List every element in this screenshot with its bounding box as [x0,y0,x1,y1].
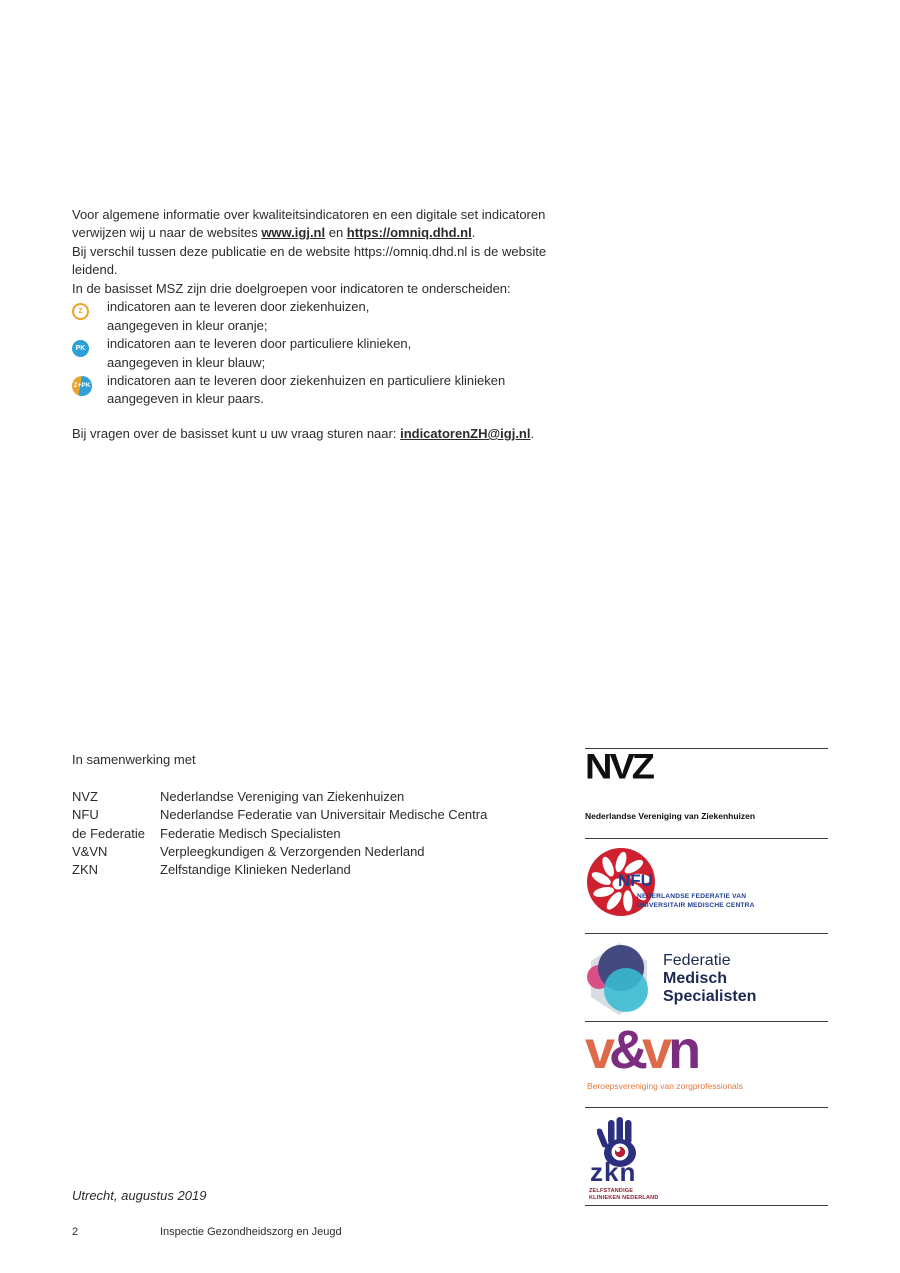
partner-name: Nederlandse Vereniging van Ziekenhuizen [160,789,405,804]
samenwerking-heading: In samenwerking met [72,752,196,767]
intro-line-2-suffix: . [471,225,476,241]
table-row [72,825,552,843]
partner-abbr: NFU [72,807,99,823]
intro-paragraph [72,206,592,280]
intro-line-2 [72,224,592,242]
fms-logo-line: Specialisten [663,988,757,1005]
contact-line [72,425,592,443]
item-line: aangegeven in kleur oranje; [107,317,268,333]
nvz-logo: NVZ [585,747,652,787]
vvn-ampersand: & [609,1020,645,1080]
partner-abbr: V&VN [72,843,108,859]
item-line: indicatoren aan te leveren door ziekenhuizen en particuliere klinieken [107,373,506,389]
nvz-logo-caption: Nederlandse Vereniging van Ziekenhuizen [585,811,756,821]
doelgroepen-section [72,280,592,409]
link-igj[interactable]: www.igj.nl [261,225,326,241]
table-row [72,843,552,861]
date-line: Utrecht, augustus 2019 [72,1188,207,1203]
zkn-logo-section [585,1107,828,1205]
vvn-letter: v [585,1020,612,1080]
email-link[interactable]: indicatorenZH@igj.nl [400,426,531,441]
intro-line-3: Bij verschil tussen deze publicatie en de website https://omniq.dhd.nl is de website leidend. [72,243,547,278]
item-line: aangegeven in kleur paars. [107,391,264,407]
partner-abbr: ZKN [72,862,98,878]
partners-table [72,788,552,879]
partner-name: Zelfstandige Klinieken Nederland [160,862,351,878]
logo-column-bottom-rule [585,1205,828,1206]
vvn-letter: n [668,1020,698,1080]
vvn-logo-caption: Beroepsvereniging van zorgprofessionals [587,1081,743,1091]
nvz-logo-section [585,748,828,838]
partner-logos-column [585,748,828,1206]
fms-logo-line: Federatie [663,952,731,969]
list-item [72,372,592,409]
nfu-logo-section [585,838,828,933]
ziekenhuizen-klinieken-badge-icon: Z+PK [72,376,92,396]
contact-prefix: Bij vragen over de basisset kunt u uw vraag sturen naar: [72,426,401,441]
vvn-logo-section [585,1021,828,1107]
intro-line-2-prefix: verwijzen wij u naar de websites [72,225,262,241]
table-row [72,806,552,824]
table-row [72,788,552,806]
item-line: indicatoren aan te leveren door ziekenhuizen, [107,299,370,315]
zkn-logo: zkn [590,1157,637,1187]
contact-suffix: . [530,426,535,441]
klinieken-badge-icon: PK [72,340,89,357]
doelgroepen-heading: In de basisset MSZ zijn drie doelgroepen voor indicatoren te onderscheiden: [72,281,511,296]
list-item [72,335,592,372]
partner-abbr: NVZ [72,789,98,804]
fms-logo-line: Medisch [663,970,728,987]
nfu-logo-caption: NEDERLANDSE FEDERATIE VAN [637,893,747,900]
page-number: 2 [72,1226,79,1238]
intro-line-1: Voor algemene informatie over kwaliteitsindicatoren en een digitale set indicatoren [72,207,546,222]
partner-name: Verpleegkundigen & Verzorgenden Nederland [160,843,425,859]
vvn-letter: v [642,1020,669,1080]
zkn-caption-line: ZELFSTANDIGE [589,1188,634,1194]
partner-name: Federatie Medisch Specialisten [160,825,341,841]
item-line: aangegeven in kleur blauw; [107,354,266,370]
footer-title: Inspectie Gezondheidszorg en Jeugd [160,1226,342,1238]
intro-line-2-middle: en [325,225,347,241]
vvn-logo [585,1020,697,1080]
partner-name: Nederlandse Federatie van Universitair Medische Centra [160,807,488,823]
list-item [72,298,592,335]
fms-hexagon-icon [585,941,653,1017]
fms-logo-section [585,933,828,1021]
nfu-logo-caption: UNIVERSITAIR MEDISCHE CENTRA [637,902,755,909]
zkn-logo-caption [589,1188,659,1201]
zkn-caption-line: KLINIEKEN NEDERLAND [589,1194,659,1201]
table-row [72,861,552,879]
link-omniq[interactable]: https://omniq.dhd.nl [346,225,472,241]
partner-abbr: de Federatie [72,825,145,841]
ziekenhuizen-badge-icon: Z [72,303,89,320]
item-line: indicatoren aan te leveren door particuliere klinieken, [107,336,412,352]
fms-logo [663,952,756,1006]
nfu-logo: NFU [618,871,653,890]
